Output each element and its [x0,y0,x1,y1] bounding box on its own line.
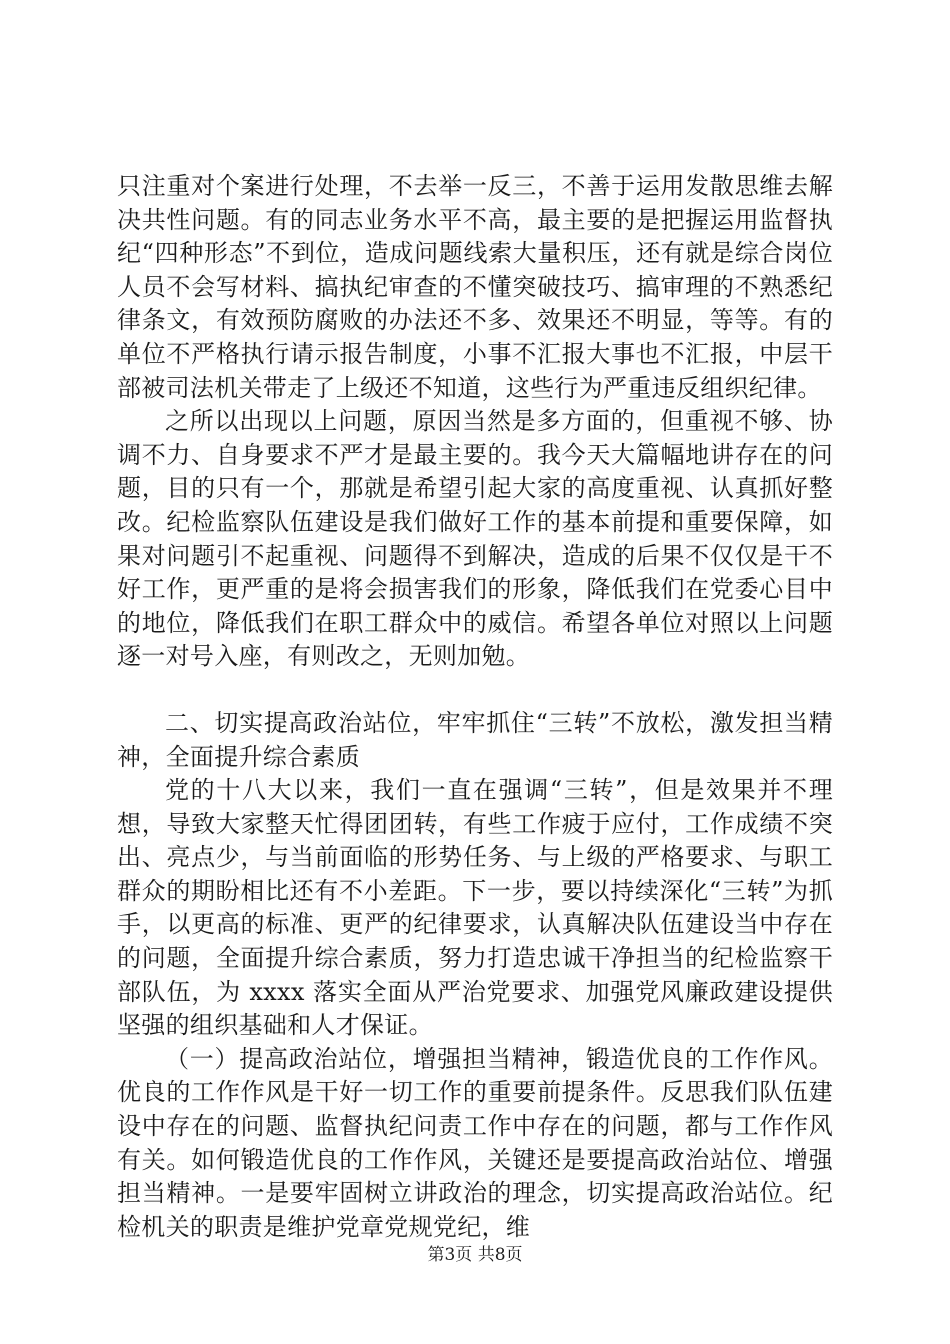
paragraph-causes: 之所以出现以上问题，原因当然是多方面的，但重视不够、协调不力、自身要求不严才是最主要的。我今天大篇幅地讲存在的问题，目的只有一个，那就是希望引起大家的高度重视、认真抓好整改。纪检监察队伍建设是我们做好工作的基本前提和重要保障，如果对问题引不起重视、问题得不到解决，造成的后果不仅仅是干不好工作，更严重的是将会损害我们的形象，降低我们在党委心目中的地位，降低我们在职工群众中的威信。希望各单位对照以上问题逐一对号入座，有则改之，无则加勉。 [117,407,833,671]
page-number-footer: 第3页 共8页 [427,1245,523,1265]
paragraph-three-transformations: 党的十八大以来，我们一直在强调“三转”，但是效果并不理想，导致大家整天忙得团团转，有些工作疲于应付，工作成绩不突出、亮点少，与当前面临的形势任务、与上级的严格要求、与职工群众的期盼相比还有不小差距。下一步，要以持续深化“三转”为抓手，以更高的标准、更严的纪律要求，认真解决队伍建设当中存在的问题，全面提升综合素质，努力打造忠诚干净担当的纪检监察干部队伍，为 xxxx 落实全面从严治党要求、加强党风廉政建设提供坚强的组织基础和人才保证。 [117,776,833,1040]
paragraph-subsection-one: （一）提高政治站位，增强担当精神，锻造优良的工作作风。优良的工作作风是干好一切工作的重要前提条件。反思我们队伍建设中存在的问题、监督执纪问责工作中存在的问题，都与工作作风有关。如何锻造优良的工作作风，关键还是要提高政治站位、增强担当精神。一是要牢固树立讲政治的理念，切实提高政治站位。纪检机关的职责是维护党章党规党纪，维 [117,1044,833,1241]
document-body [117,170,833,1244]
section-heading: 二、切实提高政治站位，牢牢抓住“三转”不放松，激发担当精神，全面提升综合素质 [117,708,833,771]
paragraph-continuation: 只注重对个案进行处理，不去举一反三，不善于运用发散思维去解决共性问题。有的同志业务水平不高，最主要的是把握运用监督执纪“四种形态”不到位，造成问题线索大量积压，还有就是综合岗位人员不会写材料、搞执纪审查的不懂突破技巧、搞审理的不熟悉纪律条文，有效预防腐败的办法还不多、效果还不明显，等等。有的单位不严格执行请示报告制度，小事不汇报大事也不汇报，中层干部被司法机关带走了上级还不知道，这些行为严重违反组织纪律。 [117,172,833,402]
